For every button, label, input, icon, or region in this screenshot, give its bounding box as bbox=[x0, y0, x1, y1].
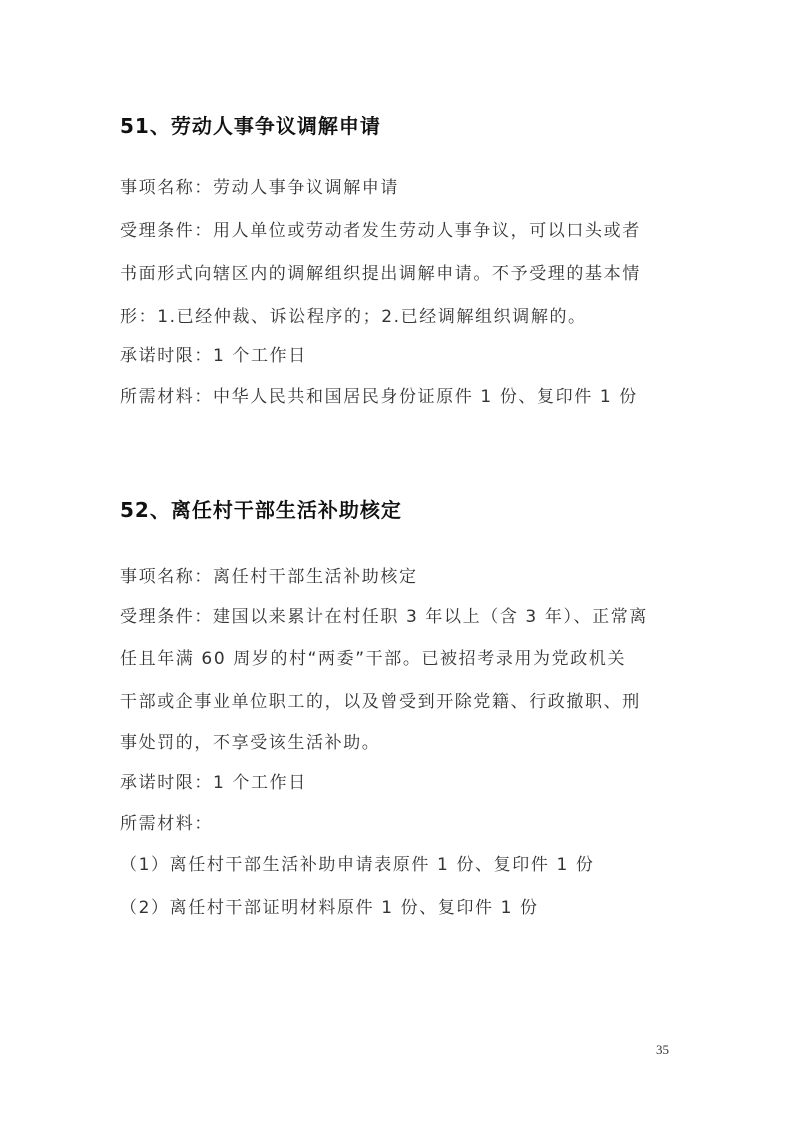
section-52-time-limit: 承诺时限：1 个工作日 bbox=[120, 773, 307, 793]
section-52-materials-label: 所需材料： bbox=[120, 814, 213, 834]
section-52-item-name: 事项名称：离任村干部生活补助核定 bbox=[120, 567, 418, 587]
section-51-conditions-line-1: 受理条件：用人单位或劳动者发生劳动人事争议，可以口头或者 bbox=[120, 221, 641, 241]
section-52-material-item-2: （2）离任村干部证明材料原件 1 份、复印件 1 份 bbox=[120, 898, 539, 918]
page-number: 35 bbox=[656, 1042, 669, 1057]
section-52-material-item-1: （1）离任村干部生活补助申请表原件 1 份、复印件 1 份 bbox=[120, 855, 595, 875]
section-51-conditions-line-2: 书面形式向辖区内的调解组织提出调解申请。不予受理的基本情 bbox=[120, 264, 641, 284]
section-52-conditions-line-4: 事处罚的，不享受该生活补助。 bbox=[120, 733, 381, 753]
section-51-materials: 所需材料：中华人民共和国居民身份证原件 1 份、复印件 1 份 bbox=[120, 387, 638, 407]
section-heading-51: 51、劳动人事争议调解申请 bbox=[120, 114, 381, 138]
section-51-time-limit: 承诺时限：1 个工作日 bbox=[120, 346, 307, 366]
section-heading-52: 52、离任村干部生活补助核定 bbox=[120, 498, 402, 522]
section-52-conditions-line-2: 任且年满 60 周岁的村“两委”干部。已被招考录用为党政机关 bbox=[120, 649, 627, 669]
section-52-conditions-line-3: 干部或企事业单位职工的，以及曾受到开除党籍、行政撤职、刑 bbox=[120, 692, 641, 712]
section-51-conditions-line-3: 形：1.已经仲裁、诉讼程序的；2.已经调解组织调解的。 bbox=[120, 307, 587, 327]
section-52-conditions-line-1: 受理条件：建国以来累计在村任职 3 年以上（含 3 年）、正常离 bbox=[120, 607, 648, 627]
section-51-item-name: 事项名称：劳动人事争议调解申请 bbox=[120, 178, 399, 198]
